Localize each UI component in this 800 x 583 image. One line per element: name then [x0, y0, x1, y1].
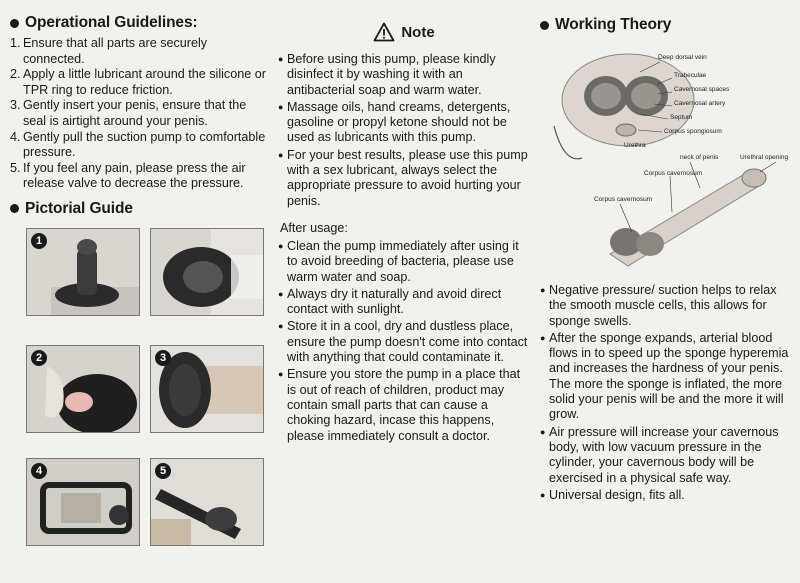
bullet-icon: ● — [540, 285, 546, 295]
bullet-icon: ● — [278, 54, 284, 64]
item-text: Universal design, fits all. — [549, 487, 685, 502]
step-5-photo — [150, 458, 264, 546]
list-item — [278, 287, 530, 318]
list-item — [278, 52, 530, 98]
item-number: 4. — [10, 129, 21, 144]
list-item — [278, 367, 530, 443]
theory-list — [540, 283, 796, 505]
label-urethra: Urethra — [624, 142, 646, 149]
item-text: Air pressure will increase your cavernous body, with low vacuum pressure in the cylinder, your cavernous body will be exercised in a physical safe way. — [549, 424, 779, 485]
note-column — [278, 0, 530, 446]
item-text: If you feel any pain, please press the air release valve to decrease the pressure. — [23, 160, 246, 191]
label-septum: Septum — [670, 114, 693, 121]
bullet-dot-icon — [10, 204, 19, 213]
step-1-photo — [26, 228, 140, 316]
list-item — [10, 36, 272, 67]
bullet-icon: ● — [278, 240, 284, 251]
list-item — [278, 239, 530, 285]
label-corpus-cavernosum: Corpus cavernosum — [644, 170, 703, 177]
warning-icon — [373, 22, 395, 42]
item-text: Ensure you store the pump in a place that is out of reach of children, product may contain small parts that can cause a choking hazard, incase this happens, please immediately consult a doctor. — [287, 367, 521, 443]
step-number-badge: 4 — [31, 463, 47, 479]
step-number-badge: 1 — [31, 233, 47, 249]
bullet-dot-icon — [540, 21, 549, 30]
anatomy-diagram — [540, 44, 796, 274]
step-number-badge: 5 — [155, 463, 171, 479]
list-item — [540, 425, 796, 486]
item-text: Gently insert your penis, ensure that the seal is airtight around your penis. — [23, 98, 247, 128]
bullet-icon: ● — [278, 321, 284, 332]
step-3-photo — [150, 345, 264, 433]
item-text: Ensure that all parts are securely connected. — [23, 36, 208, 66]
operational-title: Operational Guidelines: — [25, 14, 198, 31]
step-1b-photo — [150, 228, 264, 316]
item-number: 1. — [10, 36, 21, 50]
item-text: Massage oils, hand creams, detergents, gasoline or propyl ketone should not be used as lubricants with this pump. — [287, 99, 511, 145]
item-text: Always dry it naturally and avoid direct contact with sunlight. — [287, 286, 502, 317]
item-text: After the sponge expands, arterial blood flows in to speed up the sponge hyperemia and increases the hardness of your penis. The more the sponge is inflated, the more solid your penis will be and the more it will grow. — [549, 330, 789, 422]
item-text: Gently pull the suction pump to comfortable pressure. — [23, 129, 266, 160]
note-heading — [278, 22, 530, 42]
bullet-icon: ● — [540, 426, 546, 437]
list-item — [540, 331, 796, 423]
item-text: Before using this pump, please kindly disinfect it by washing it with an antibacterial soap and warm water. — [287, 52, 496, 97]
list-item — [278, 100, 530, 146]
pictorial-title: Pictorial Guide — [25, 199, 133, 217]
list-item — [10, 98, 272, 129]
item-number: 5. — [10, 160, 21, 175]
list-item — [10, 67, 272, 98]
bullet-icon: ● — [540, 489, 546, 500]
list-item — [10, 161, 272, 192]
bullet-icon: ● — [278, 288, 284, 299]
list-item — [540, 488, 796, 503]
bullet-icon: ● — [278, 101, 284, 112]
label-cavernosal-spaces: Cavernosal spaces — [674, 86, 730, 93]
bullet-icon: ● — [540, 332, 546, 343]
item-number: 3. — [10, 98, 21, 113]
theory-heading — [540, 16, 796, 34]
theory-column — [540, 0, 796, 583]
note-title: Note — [401, 23, 435, 41]
operational-column — [10, 0, 272, 218]
label-cavernosal-artery: Cavernosal artery — [674, 100, 726, 107]
list-item — [540, 283, 796, 329]
step-number-badge: 2 — [31, 350, 47, 366]
label-corpus-cavernosum: Corpus cavernosum — [594, 196, 653, 203]
list-item — [278, 319, 530, 365]
bullet-icon: ● — [278, 369, 284, 380]
item-text: Apply a little lubricant around the silicone or TPR ring to reduce friction. — [23, 67, 266, 97]
bullet-icon: ● — [278, 149, 284, 160]
label-trabeculae: Trabeculae — [674, 72, 707, 79]
step-number-badge: 3 — [155, 350, 171, 366]
item-text: For your best results, please use this pump with a sex lubricant, always select the appropriate pressure to avoid hurting your penis. — [287, 147, 528, 208]
bullet-dot-icon — [10, 19, 19, 28]
label-urethral-opening: Urethral opening — [740, 154, 789, 161]
operational-list — [10, 36, 272, 192]
theory-title: Working Theory — [555, 16, 672, 33]
after-usage-label: After usage: — [280, 220, 348, 235]
item-number: 2. — [10, 67, 21, 82]
pictorial-heading — [10, 200, 272, 218]
list-item — [278, 148, 530, 209]
item-text: Negative pressure/ suction helps to relax the smooth muscle cells, this allows for sponge swells. — [549, 283, 777, 328]
list-item — [10, 130, 272, 161]
label-corpus-spongiosum: Corpus spongiosum — [664, 128, 722, 135]
item-text: Store it in a cool, dry and dustless place, ensure the pump doesn't come into contact with anything that could contaminate it. — [287, 319, 528, 365]
step-2-photo — [26, 345, 140, 433]
note-list — [278, 52, 530, 209]
item-text: Clean the pump immediately after using it to avoid breeding of bacteria, please use warm water and soap. — [287, 238, 519, 284]
label-neck-of-penis: neck of penis — [680, 154, 719, 161]
after-usage-list — [278, 239, 530, 444]
operational-heading — [10, 14, 272, 32]
label-deep-dorsal-vein: Deep dorsal vein — [658, 54, 707, 61]
step-4-photo — [26, 458, 140, 546]
